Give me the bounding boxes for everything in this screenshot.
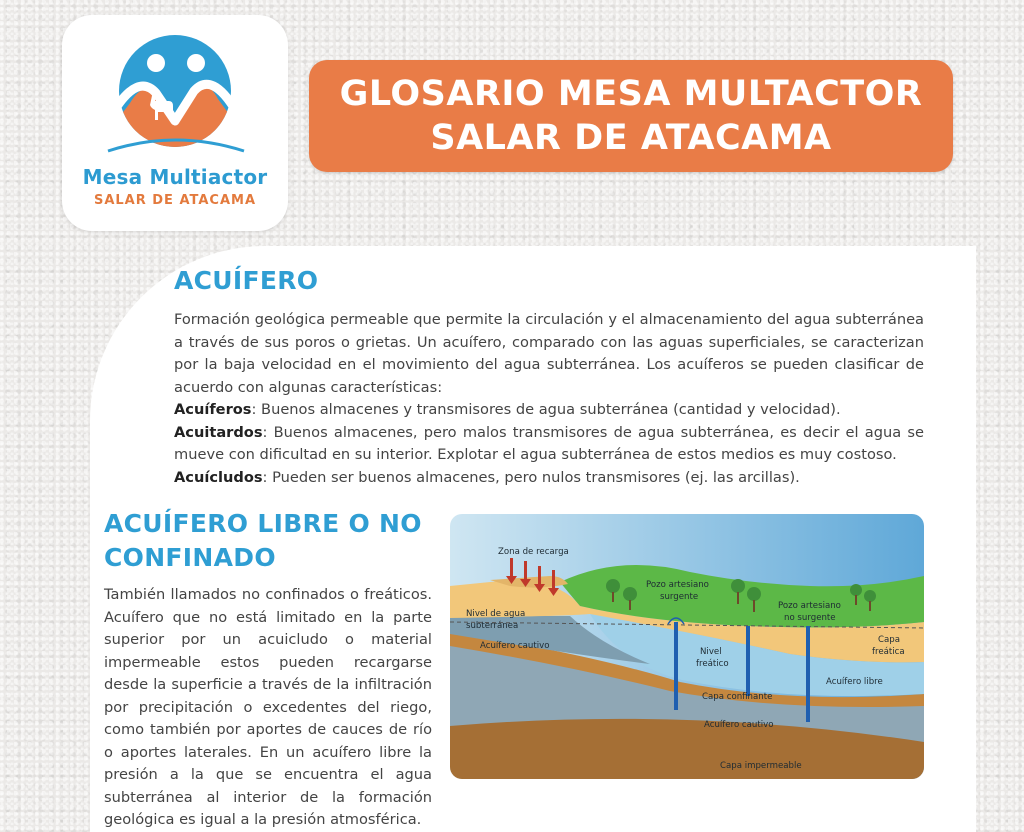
label-capa-freatica-2: freática <box>872 647 905 657</box>
heading-acuifero: ACUÍFERO <box>174 266 319 295</box>
title-line-2: SALAR DE ATACAMA <box>430 118 832 158</box>
aquifer-diagram <box>450 514 924 779</box>
artesian-well-no-surgente <box>806 626 810 722</box>
label-pozo-no-surgente-1: Pozo artesiano <box>778 601 841 611</box>
def-acuicludos: : Pueden ser buenos almacenes, pero nulos transmisores (ej. las arcillas). <box>262 468 800 486</box>
aquifer-diagram-svg <box>450 514 924 779</box>
paragraph-acuifero-libre: También llamados no confinados o freáticos. Acuífero que no está limitado en la parte superior por un acuicludo o material impermeable estos pueden recargarse desde la superficie a través de la infiltración por precipitación o excedentes del riego, como también por aportes de cauces de río o aportes laterales. En un acuífero libre la presión a la que se encuentra el agua subterránea al interior de la formación geológica es igual a la presión atmosférica. <box>104 586 432 828</box>
artesian-well-surgente <box>674 622 678 710</box>
label-capa-freatica-1: Capa <box>878 635 900 645</box>
acuifero-intro: Formación geológica permeable que permite la circulación y el almacenamiento del agua subterránea a través de sus poros o grietas. Un acuífero, comparado con las aguas superficiales, se caracterizan por la baja velocidad en el movimiento del agua subterránea. Los acuíferos se pueden clasificar de acuerdo con algunas características: <box>174 311 924 396</box>
term-acuicludos: Acuícludos <box>174 468 263 486</box>
label-pozo-no-surgente-2: no surgente <box>784 613 836 623</box>
label-acuifero-cautivo: Acuífero cautivo <box>704 720 774 730</box>
label-zona-recarga: Zona de recarga <box>498 547 569 557</box>
logo-card <box>62 15 288 231</box>
label-pozo-surgente-1: Pozo artesiano <box>646 580 709 590</box>
label-acuifero-cautivo-izq: Acuífero cautivo <box>480 641 550 651</box>
title-banner <box>309 60 953 172</box>
well-water-table <box>746 626 750 696</box>
label-nivel-agua-1: Nivel de agua <box>466 609 526 619</box>
logo-subtitle: SALAR DE ATACAMA <box>93 193 257 208</box>
label-nivel-freatico-2: freático <box>696 659 729 669</box>
paragraph-acuifero <box>174 309 924 489</box>
label-pozo-surgente-2: surgente <box>660 592 699 602</box>
mesa-multiactor-logo-icon <box>100 33 250 165</box>
label-capa-impermeable: Capa impermeable <box>720 761 802 771</box>
title-line-1: GLOSARIO MESA MULTACTOR <box>339 74 923 114</box>
label-capa-confinante: Capa confinante <box>702 692 773 702</box>
label-nivel-freatico-1: Nivel <box>700 647 722 657</box>
label-nivel-agua-2: subterránea <box>466 621 519 631</box>
term-acuitardos: Acuitardos <box>174 423 263 441</box>
label-acuifero-libre: Acuífero libre <box>826 677 883 687</box>
heading-acuifero-libre: ACUÍFERO LIBRE O NO CONFINADO <box>104 509 422 572</box>
def-acuiferos: : Buenos almacenes y transmisores de agua subterránea (cantidad y velocidad). <box>251 401 841 418</box>
logo-name: Mesa Multiactor <box>82 165 268 189</box>
def-acuitardos: : Buenos almacenes, pero malos transmisores de agua subterránea, es decir el agua se mueve con dificultad en su interior. Explotar el agua subterránea de estos medios es muy costoso. <box>174 423 924 463</box>
term-acuiferos: Acuíferos <box>174 401 252 418</box>
